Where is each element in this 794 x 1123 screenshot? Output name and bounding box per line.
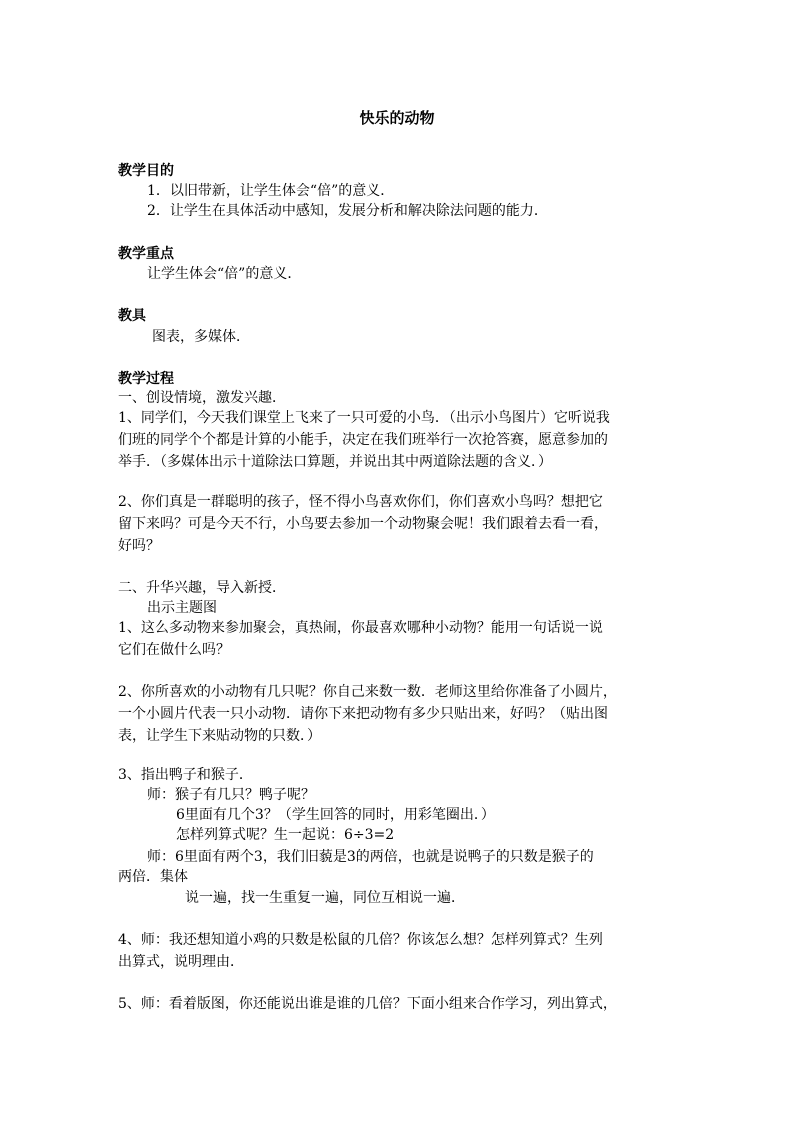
- process-line: 它们在做什么吗？: [118, 642, 230, 658]
- process-line: 5、师：看着版图，你还能说出谁是谁的几倍？下面小组来合作学习，列出算式，: [118, 996, 617, 1012]
- goal-item: 1．以旧带新，让学生体会“倍”的意义．: [147, 183, 395, 199]
- process-line: 举手．（多媒体出示十道除法口算题，并说出其中两道除法题的含义．）: [118, 454, 552, 470]
- process-line: 表，让学生下来贴动物的只数．）: [118, 728, 321, 744]
- focus-heading: 教学重点: [118, 246, 174, 262]
- process-line: 两倍．集体: [118, 869, 188, 885]
- process-line: 师：猴子有几只？鸭子呢？: [147, 787, 315, 803]
- tools-heading: 教具: [118, 308, 146, 324]
- process-line: 好吗？: [118, 538, 160, 554]
- process-line: 出示主题图: [147, 600, 217, 616]
- document-title: 快乐的动物: [359, 109, 435, 127]
- tools-text: 图表，多媒体．: [152, 329, 250, 345]
- process-line: 2、你们真是一群聪明的孩子，怪不得小鸟喜欢你们，你们喜欢小鸟吗？想把它: [118, 494, 603, 510]
- process-line: 1、同学们，今天我们课堂上飞来了一只可爱的小鸟．（出示小鸟图片）它听说我: [118, 410, 610, 426]
- process-line: 6里面有几个3？（学生回答的同时，用彩笔圈出．）: [176, 807, 495, 823]
- process-line: 出算式，说明理由．: [118, 954, 244, 970]
- process-line: 一、创设情境，激发兴趣．: [118, 390, 286, 406]
- process-line: 4、师：我还想知道小鸡的只数是松鼠的几倍？你该怎么想？怎样列算式？生列: [118, 932, 603, 948]
- process-line: 二、升华兴趣，导入新授．: [118, 580, 286, 596]
- process-line: 怎样列算式呢？生一起说：6÷3=2: [176, 827, 395, 843]
- goals-heading: 教学目的: [118, 163, 174, 179]
- process-line: 一个小圆片代表一只小动物．请你下来把动物有多少只贴出来，好吗？（贴出图: [118, 706, 608, 722]
- process-heading: 教学过程: [118, 371, 174, 387]
- goal-item: 2．让学生在具体活动中感知，发展分析和解决除法问题的能力．: [147, 203, 548, 219]
- process-line: 2、你所喜欢的小动物有几只呢？你自己来数一数．老师这里给你准备了小圆片，: [118, 684, 617, 700]
- process-line: 说一遍，找一生重复一遍，同位互相说一遍．: [185, 890, 465, 906]
- process-line: 师：6里面有两个3，我们旧藐是3的两倍，也就是说鸭子的只数是猴子的: [147, 849, 594, 865]
- process-line: 3、指出鸭子和猴子．: [118, 767, 253, 783]
- process-line: 留下来吗？可是今天不行，小鸟要去参加一个动物聚会呢！我们跟着去看一看，: [118, 516, 608, 532]
- focus-text: 让学生体会“倍”的意义．: [147, 266, 302, 282]
- process-line: 们班的同学个个都是计算的小能手，决定在我们班举行一次抢答赛，愿意参加的: [118, 432, 608, 448]
- process-line: 1、这么多动物来参加聚会，真热闹，你最喜欢哪种小动物？能用一句话说一说: [118, 620, 603, 636]
